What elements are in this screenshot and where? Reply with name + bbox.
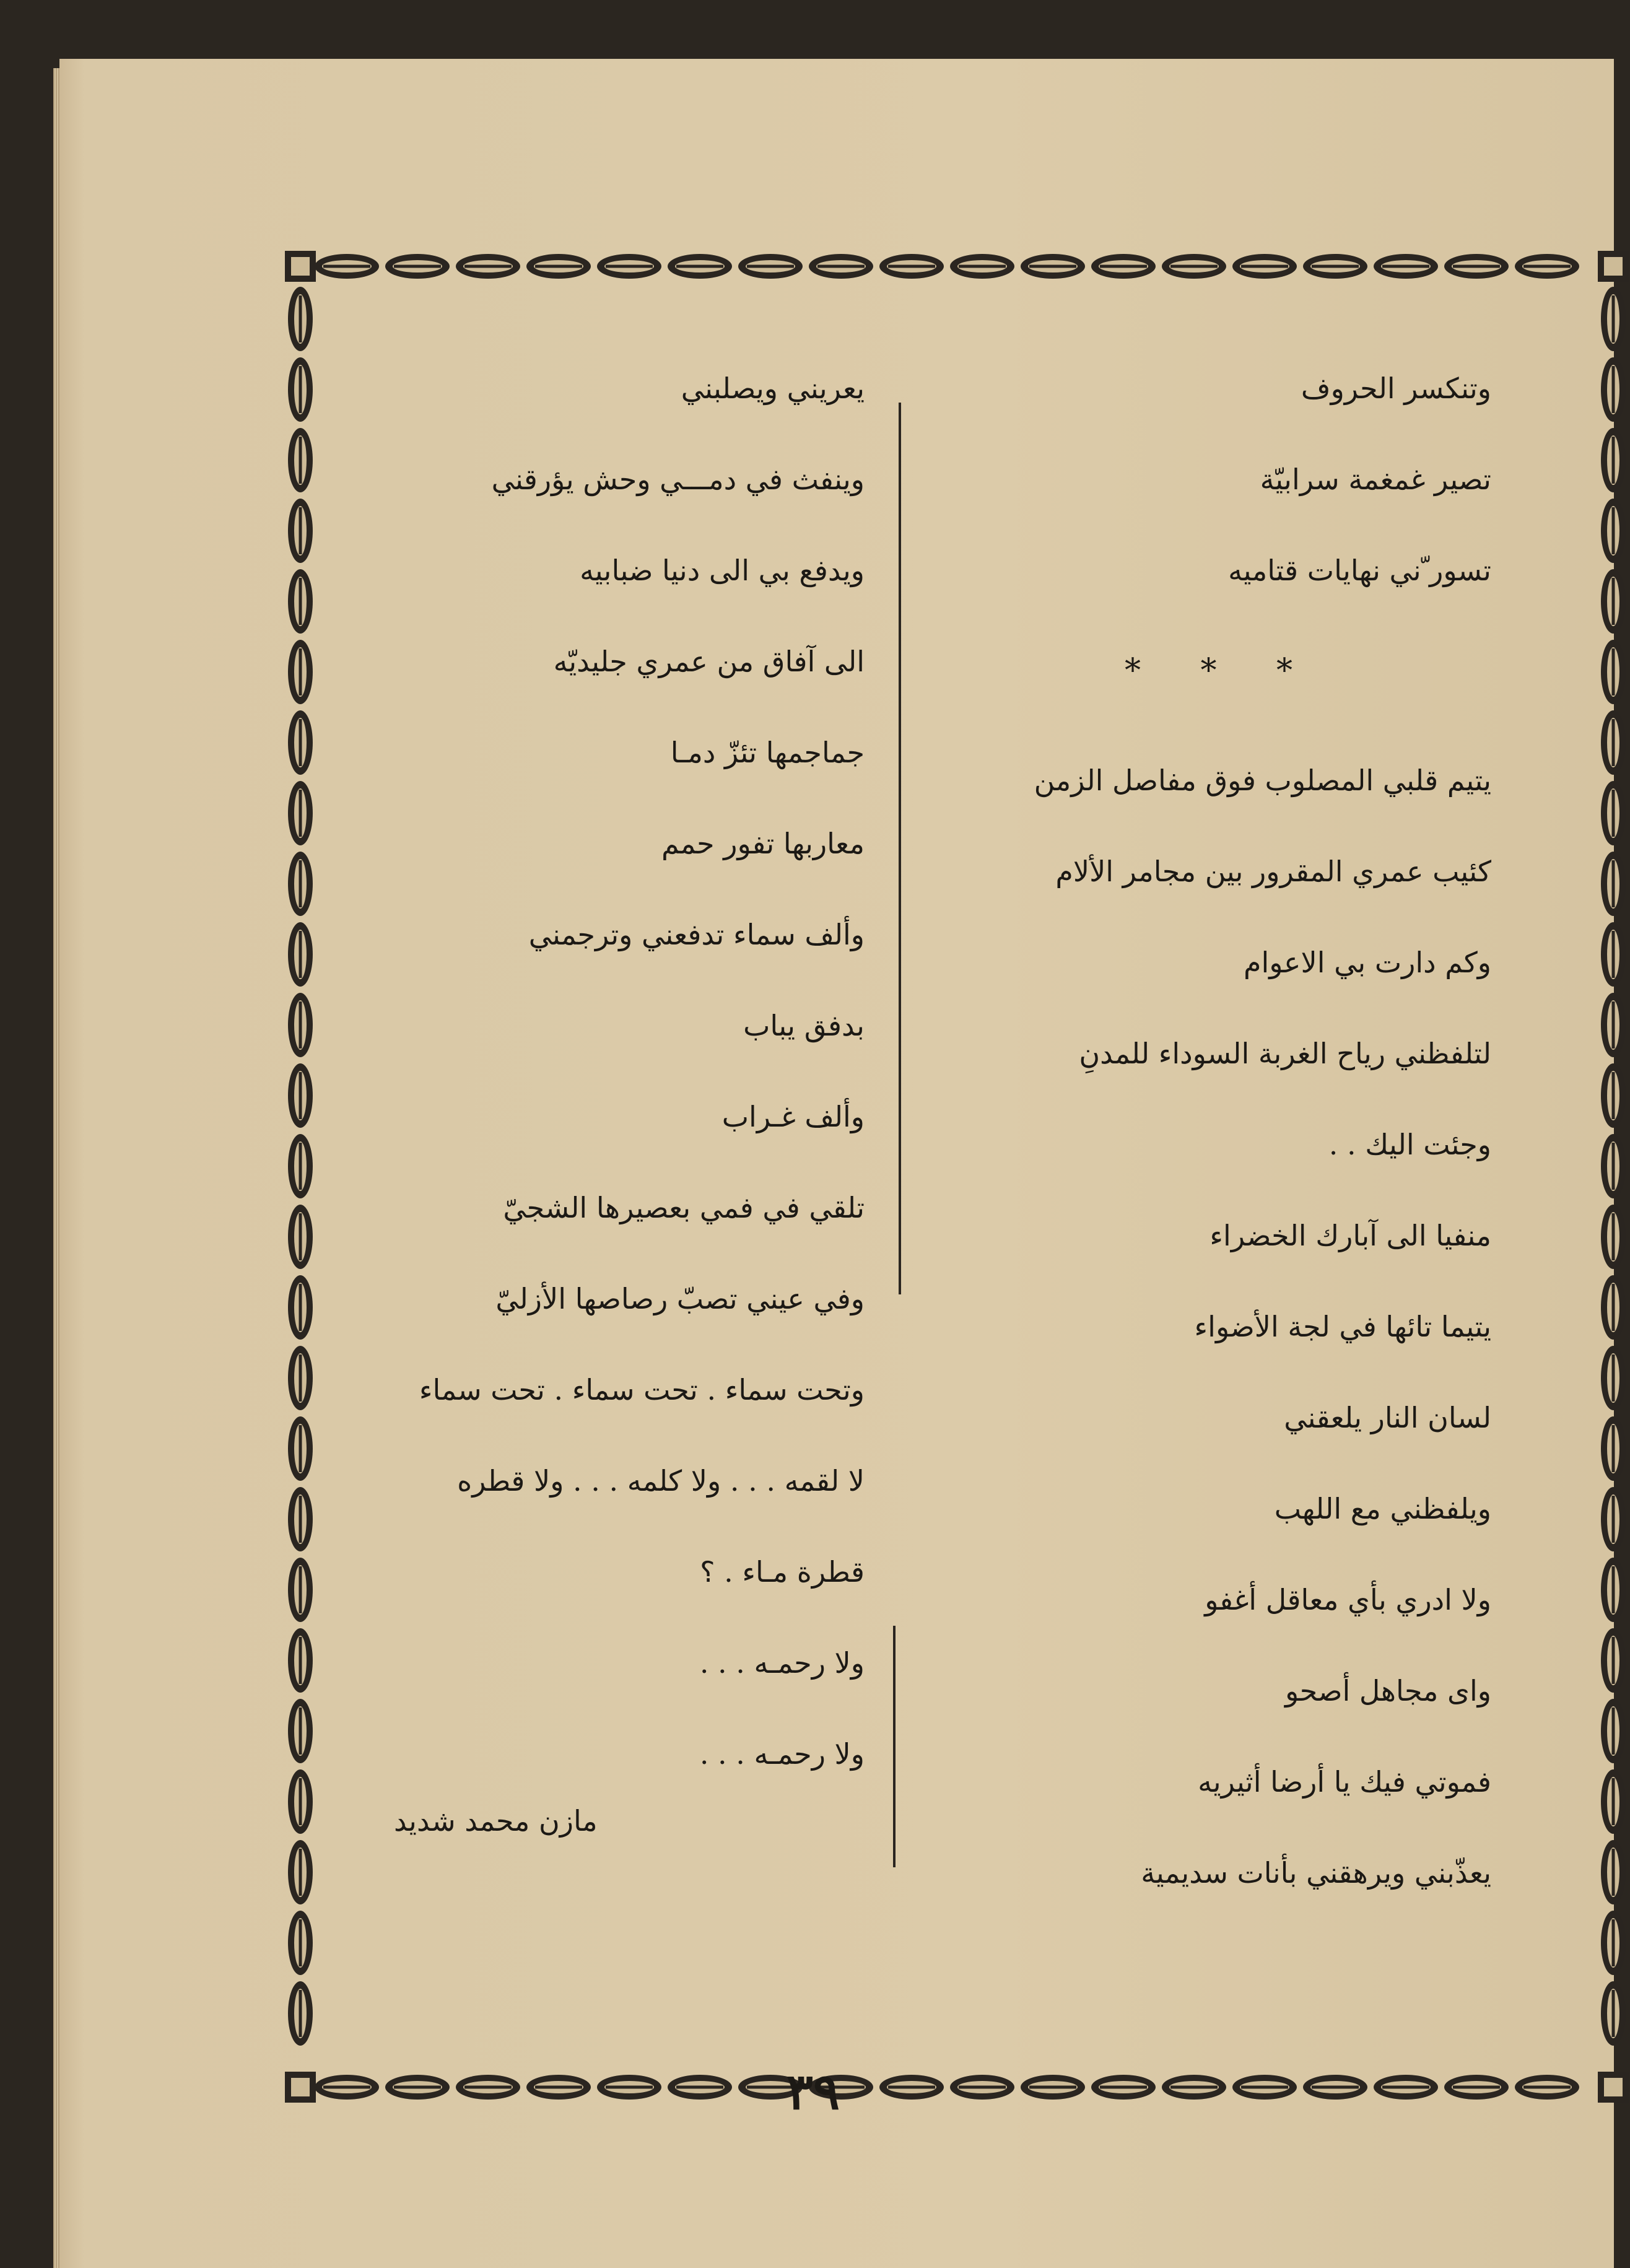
border-ornament (1601, 781, 1626, 845)
border-ornament (1601, 569, 1626, 634)
section-stars: * * * (1125, 652, 1318, 689)
border-ornament (1601, 1699, 1626, 1763)
poem-line: وألف سماء تدفعني وترجمني (528, 918, 865, 951)
poem-line: يتيما تائها في لجة الأضواء (1194, 1310, 1491, 1343)
border-ornament (1601, 1769, 1626, 1834)
poem-line: ولا رحمـه . . . (699, 1737, 865, 1771)
border-ornament (288, 1346, 313, 1410)
poem-line: جماجمها تئزّ دمـا (670, 736, 865, 769)
border-ornament (1601, 1558, 1626, 1622)
border-ornament (288, 428, 313, 492)
poem-line: ويدفع بي الى دنيا ضبابيه (580, 554, 865, 587)
border-ornament (1601, 1134, 1626, 1198)
border-ornament (1601, 1416, 1626, 1481)
border-ornament (526, 2075, 591, 2100)
border-ornament (1601, 710, 1626, 775)
border-ornament (288, 1558, 313, 1622)
poem-line: وتنكسر الحروف (1301, 372, 1491, 405)
border-ornament (1515, 254, 1579, 279)
border-ornament (456, 2075, 520, 2100)
border-ornament (1303, 254, 1367, 279)
poem-line: يعذّبني ويرهقني بأنات سديمية (1141, 1856, 1491, 1890)
border-ornament (668, 2075, 732, 2100)
poem-line: واى مجاهل أصحو (1285, 1674, 1491, 1708)
border-ornament (1303, 2075, 1367, 2100)
poem-line: كئيب عمري المقرور بين مجامر الألام (1055, 855, 1491, 888)
poem-line: ولا ادري بأي معاقل أغفو (1205, 1583, 1491, 1616)
border-ornament (1021, 254, 1085, 279)
border-ornament (288, 1205, 313, 1269)
author-signature: مازن محمد شديد (394, 1804, 598, 1838)
border-ornament (1601, 1205, 1626, 1269)
border-ornament (288, 1134, 313, 1198)
border-ornament (1601, 1911, 1626, 1975)
border-ornament (1601, 993, 1626, 1057)
border-ornament (1444, 254, 1509, 279)
border-ornament (385, 254, 450, 279)
border-ornament (288, 1981, 313, 2046)
border-ornament (1515, 2075, 1579, 2100)
border-ornament (288, 1699, 313, 1763)
border-ornament (1601, 1487, 1626, 1551)
border-ornament (315, 2075, 379, 2100)
poem-line: يتيم قلبي المصلوب فوق مفاصل الزمن (1034, 764, 1491, 797)
poem-line: لسان النار يلعقني (1284, 1401, 1491, 1434)
border-ornament (1232, 2075, 1297, 2100)
border-ornament (288, 781, 313, 845)
border-ornament (315, 254, 379, 279)
poem-line: قطرة مـاء . ؟ (700, 1555, 865, 1589)
border-ornament (879, 254, 944, 279)
border-ornament (738, 254, 803, 279)
border-ornament (1601, 428, 1626, 492)
border-ornament (385, 2075, 450, 2100)
border-ornament (288, 1275, 313, 1340)
poem-line: لا لقمه . . . ولا كلمه . . . ولا قطره (457, 1464, 865, 1498)
column-divider-upper (899, 403, 901, 1294)
poem-line: فموتي فيك يا أرضا أثيريه (1198, 1765, 1491, 1799)
border-ornament (950, 2075, 1014, 2100)
border-ornament (288, 1840, 313, 1904)
border-ornament (456, 254, 520, 279)
poem-line: معاربها تفور حمم (661, 827, 865, 860)
border-ornament (288, 1769, 313, 1834)
border-ornament (288, 357, 313, 422)
border-ornament (288, 1911, 313, 1975)
border-ornament (809, 254, 873, 279)
poem-line: تسور ّني نهايات قتاميه (1228, 554, 1491, 587)
border-ornament (288, 287, 313, 351)
border-ornament (1601, 1275, 1626, 1340)
poem-line: يعريني ويصلبني (681, 372, 865, 405)
poem-line: وتحت سماء . تحت سماء . تحت سماء (419, 1373, 865, 1407)
border-ornament (1232, 254, 1297, 279)
border-ornament (288, 1416, 313, 1481)
border-ornament (288, 1487, 313, 1551)
poem-line: ويلفظني مع اللهب (1274, 1492, 1491, 1525)
poem-line: وألف غـراب (721, 1100, 865, 1133)
border-ornament (1601, 499, 1626, 563)
border-ornament (288, 922, 313, 987)
border-ornament (1162, 254, 1226, 279)
border-ornament (1601, 1981, 1626, 2046)
poem-line: منفيا الى آبارك الخضراء (1209, 1219, 1491, 1252)
border-ornament (1091, 254, 1156, 279)
border-ornament (288, 499, 313, 563)
border-ornament (1374, 2075, 1438, 2100)
poem-line: تلقي في فمي بعصيرها الشجيّ (503, 1191, 865, 1224)
border-ornament (597, 254, 661, 279)
border-ornament (288, 710, 313, 775)
border-ornament (1601, 640, 1626, 704)
border-ornament (288, 1628, 313, 1693)
border-ornament (1601, 1346, 1626, 1410)
border-ornament (879, 2075, 944, 2100)
border-ornament (288, 569, 313, 634)
poem-line: وجئت اليك . . (1328, 1128, 1491, 1161)
poem-line: تصير غمغمة سرابيّة (1260, 463, 1491, 496)
page-number: ٣٩ (787, 2062, 840, 2121)
poem-line: وكم دارت بي الاعوام (1243, 946, 1491, 979)
poem-line: ولا رحمـه . . . (699, 1646, 865, 1680)
column-divider-lower (893, 1626, 896, 1867)
border-ornament (1601, 287, 1626, 351)
poem-line: لتلفظني رياح الغربة السوداء للمدنِ (1079, 1037, 1491, 1070)
border-ornament (288, 1063, 313, 1128)
border-ornament (1601, 1063, 1626, 1128)
border-ornament (1601, 1840, 1626, 1904)
border-ornament (668, 254, 732, 279)
poem-line: وينفث في دمـــي وحش يؤرقني (491, 463, 865, 496)
book-page (59, 59, 1614, 2268)
border-ornament (288, 852, 313, 916)
border-ornament (288, 993, 313, 1057)
border-ornament (1601, 1628, 1626, 1693)
poem-line: بدفق يباب (743, 1009, 865, 1042)
border-ornament (597, 2075, 661, 2100)
border-ornament (1374, 254, 1438, 279)
poem-line: الى آفاق من عمري جليديّه (553, 645, 865, 678)
border-ornament (1021, 2075, 1085, 2100)
border-ornament (1091, 2075, 1156, 2100)
border-ornament (950, 254, 1014, 279)
border-ornament (1601, 357, 1626, 422)
border-ornament (288, 640, 313, 704)
border-ornament (1601, 922, 1626, 987)
border-ornament (1444, 2075, 1509, 2100)
poem-line: وفي عيني تصبّ رصاصها الأزليّ (495, 1282, 865, 1315)
border-ornament (1601, 852, 1626, 916)
border-ornament (526, 254, 591, 279)
border-ornament (1162, 2075, 1226, 2100)
